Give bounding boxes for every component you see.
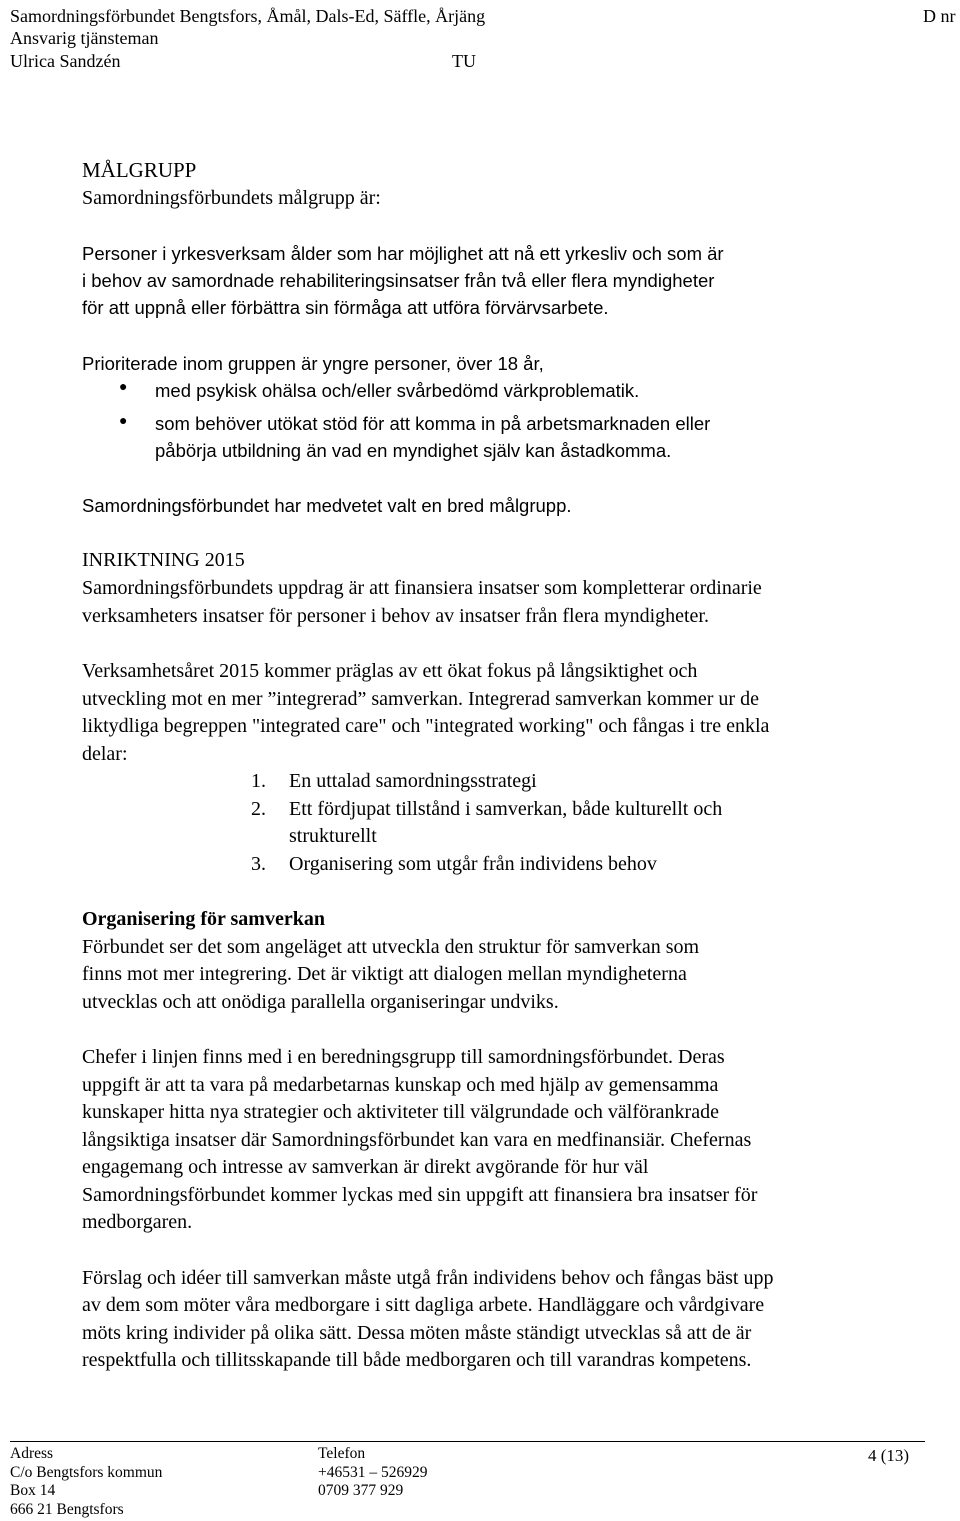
inriktning-line: verksamheters insatser för personer i behov av insatser från flera myndigheter. (82, 605, 709, 627)
list-item-text: En uttalad samordningsstrategi (289, 770, 537, 792)
organisering-p3-line: av dem som möter våra medborgare i sitt dagliga arbete. Handläggare och vårdgivare (82, 1294, 765, 1316)
header-responsible-name: Ulrica Sandzén (10, 51, 121, 71)
malgrupp-intro: Samordningsförbundets målgrupp är: (82, 187, 381, 209)
footer-address-line: Box 14 (10, 1482, 56, 1499)
malgrupp-para-line: Personer i yrkesverksam ålder som har möjlighet att nå ett yrkesliv och som är (82, 243, 724, 264)
malgrupp-priority: Prioriterade inom gruppen är yngre personer, över 18 år, (82, 353, 544, 374)
malgrupp-para-line: för att uppnå eller förbättra sin förmåga att utföra förvärvsarbete. (82, 297, 609, 318)
organisering-p1-line: Förbundet ser det som angeläget att utveckla den struktur för samverkan som (82, 936, 700, 958)
malgrupp-heading: MÅLGRUPP (82, 158, 197, 182)
malgrupp-bullet-item: med psykisk ohälsa och/eller svårbedömd värkproblematik. (155, 380, 640, 401)
list-number: 1. (251, 770, 266, 792)
header-tu: TU (452, 51, 476, 71)
list-number: 2. (251, 798, 266, 820)
malgrupp-para-line: i behov av samordnade rehabiliteringsinsatser från två eller flera myndigheter (82, 270, 715, 291)
malgrupp-closing: Samordningsförbundet har medvetet valt en bred målgrupp. (82, 495, 572, 516)
organisering-p2-line: engagemang och intresse av samverkan är direkt avgörande för hur väl (82, 1156, 649, 1178)
verksamhet-line: utveckling mot en mer ”integrerad” samverkan. Integrerad samverkan kommer ur de (82, 688, 759, 710)
organisering-p2-line: långsiktiga insatser där Samordningsförbundet kan vara en medfinansiär. Chefernas (82, 1129, 752, 1151)
organisering-p2-line: uppgift är att ta vara på medarbetarnas kunskap och med hjälp av gemensamma (82, 1074, 719, 1096)
footer-address-line: 666 21 Bengtsfors (10, 1501, 124, 1518)
organisering-p3-line: möts kring individer på olika sätt. Dessa möten måste ständigt utvecklas så att de är (82, 1322, 752, 1344)
page-number: 4 (13) (868, 1446, 910, 1465)
footer-phone-line: 0709 377 929 (318, 1482, 404, 1499)
list-item-text: Ett fördjupat tillstånd i samverkan, både kulturellt och (289, 798, 723, 820)
organisering-p3-line: Förslag och idéer till samverkan måste utgå från individens behov och fångas bäst upp (82, 1267, 774, 1289)
verksamhet-line: delar: (82, 743, 128, 765)
malgrupp-bullet-item: som behöver utökat stöd för att komma in på arbetsmarknaden eller (155, 413, 711, 434)
verksamhet-line: liktydliga begreppen "integrated care" och "integrated working" och fångas i tre enkla (82, 715, 770, 737)
organisering-p2-line: kunskaper hitta nya strategier och aktiviteter till välgrundade och välförankrade (82, 1101, 719, 1123)
organisering-p1-line: finns mot mer integrering. Det är viktigt att dialogen mellan myndigheterna (82, 963, 687, 985)
organisering-p3-line: respektfulla och tillitsskapande till både medborgaren och till varandras kompetens. (82, 1349, 752, 1371)
footer-phone-label: Telefon (318, 1445, 366, 1462)
footer-address-label: Adress (10, 1445, 54, 1462)
header-doc-number: D nr (923, 6, 956, 26)
verksamhet-line: Verksamhetsåret 2015 kommer präglas av ett ökat fokus på långsiktighet och (82, 660, 698, 682)
footer-address-line: C/o Bengtsfors kommun (10, 1464, 163, 1481)
inriktning-line: Samordningsförbundets uppdrag är att finansiera insatser som kompletterar ordinarie (82, 577, 762, 599)
organisering-p2-line: Samordningsförbundet kommer lyckas med sin uppgift att finansiera bra insatser för (82, 1184, 758, 1206)
organisering-p2-line: Chefer i linjen finns med i en beredningsgrupp till samordningsförbundet. Deras (82, 1046, 725, 1068)
malgrupp-bullet-continuation: påbörja utbildning än vad en myndighet själv kan åstadkomma. (155, 440, 672, 461)
organisering-p1-line: utvecklas och att onödiga parallella organiseringar undviks. (82, 991, 559, 1013)
footer-divider (10, 1441, 925, 1442)
bullet-icon: ● (119, 380, 128, 395)
organisering-p2-line: medborgaren. (82, 1211, 193, 1233)
list-number: 3. (251, 853, 266, 875)
inriktning-heading: INRIKTNING 2015 (82, 549, 245, 571)
list-item-text: Organisering som utgår från individens behov (289, 853, 657, 875)
header-org-line: Samordningsförbundet Bengtsfors, Åmål, Dals-Ed, Säffle, Årjäng (10, 6, 486, 26)
organisering-heading: Organisering för samverkan (82, 908, 325, 930)
list-item-text: strukturellt (289, 825, 377, 847)
header-responsible-label: Ansvarig tjänsteman (10, 28, 159, 48)
footer-phone-line: +46531 – 526929 (318, 1464, 428, 1481)
bullet-icon: ● (119, 414, 128, 429)
